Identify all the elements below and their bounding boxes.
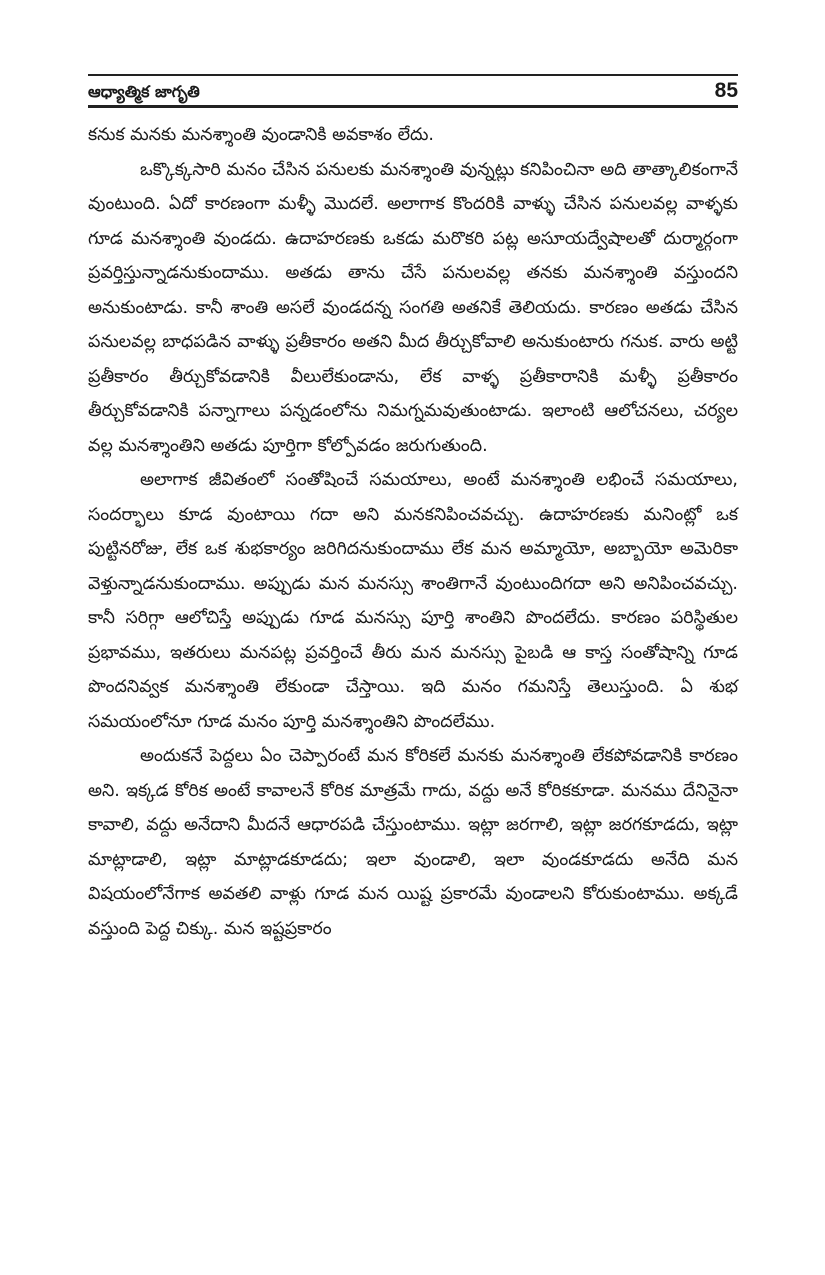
header-rule-bottom xyxy=(88,105,738,108)
paragraph-4: అందుకనే పెద్దలు ఏం చెప్పారంటే మన కోరికలే మనకు మనశ్శాంతి లేకపోవడానికి కారణం అని. ఇక్కడ కోరిక అంటే కావాలనే కోరిక మాత్రమే గాదు, వద్దు అనే కోరికకూడా. మనము దేనినైనా కావాలి, వద్దు అనేదాని మీదనే ఆధారపడి చేస్తుంటాము. ఇట్లా జరగాలి, ఇట్లా జరగకూడదు, ఇట్లా మాట్లాడాలి, ఇట్లా మాట్లాడకూడదు; ఇలా వుండాలి, ఇలా వుండకూడదు అనేది మన విషయంలోనేగాక అవతలి వాళ్లు గూడ మన యిష్ట ప్రకారమే వుండాలని కోరుకుంటాము. అక్కడే వస్తుంది పెద్ద చిక్కు. మన ఇష్టప్రకారం xyxy=(88,746,738,939)
paragraph-1: కనుక మనకు మనశ్శాంతి వుండానికి అవకాశం లేదు. xyxy=(88,125,434,145)
body-text xyxy=(88,118,738,946)
page-number: 85 xyxy=(714,79,738,102)
header-rule-top xyxy=(88,74,738,76)
running-title: ఆధ్యాత్మిక జాగృతి xyxy=(88,82,200,101)
paragraph-3: అలాగాక జీవితంలో సంతోషించే సమయాలు, అంటే మనశ్శాంతి లభించే సమయాలు, సందర్భాలు కూడ వుంటాయి గదా అని మనకనిపించవచ్చు. ఉదాహరణకు మనింట్లో ఒక పుట్టినరోజు, లేక ఒక శుభకార్యం జరిగిదనుకుందాము లేక మన అమ్మాయో, అబ్బాయో అమెరికా వెళ్తున్నాడనుకుందాము. అప్పుడు మన మనస్సు శాంతిగానే వుంటుందిగదా అని అనిపించవచ్చు. కానీ సరిగ్గా ఆలోచిస్తే అప్పుడు గూడ మనస్సు పూర్తి శాంతిని పొందలేదు. కారణం పరిస్థితుల ప్రభావము, ఇతరులు మనపట్ల ప్రవర్తించే తీరు మన మనస్సు పైబడి ఆ కాస్త సంతోషాన్ని గూడ పొందనివ్వక మనశ్శాంతి లేకుండా చేస్తాయి. ఇది మనం గమనిస్తే తెలుస్తుంది. ఏ శుభ సమయంలోనూ గూడ మనం పూర్తి మనశ్శాంతిని పొందలేము. xyxy=(88,470,738,732)
paragraph-2: ఒక్కొక్కసారి మనం చేసిన పనులకు మనశ్శాంతి వున్నట్లు కనిపించినా అది తాత్కాలికంగానే వుంటుంది. ఏదో కారణంగా మళ్ళీ మొదలే. అలాగాక కొందరికి వాళ్ళు చేసిన పనులవల్ల వాళ్ళకు గూడ మనశ్శాంతి వుండదు. ఉదాహరణకు ఒకడు మరొకరి పట్ల అసూయద్వేషాలతో దుర్మార్గంగా ప్రవర్తిస్తున్నాడనుకుందాము. అతడు తాను చేసే పనులవల్ల తనకు మనశ్శాంతి వస్తుందని అనుకుంటాడు. కానీ శాంతి అసలే వుండదన్న సంగతి అతనికే తెలియదు. కారణం అతడు చేసిన పనులవల్ల బాధపడిన వాళ్ళు ప్రతీకారం అతని మీద తీర్చుకోవాలి అనుకుంటారు గనుక. వారు అట్టి ప్రతీకారం తీర్చుకోవడానికి వీలులేకుండాను, లేక వాళ్ళ ప్రతీకారానికి మళ్ళీ ప్రతీకారం తీర్చుకోవడానికి పన్నాగాలు పన్నడంలోను నిమగ్నమవుతుంటాడు. ఇలాంటి ఆలోచనలు, చర్యల వల్ల మనశ్శాంతిని అతడు పూర్తిగా కోల్పోవడం జరుగుతుంది. xyxy=(88,159,738,456)
page-header xyxy=(88,74,738,108)
